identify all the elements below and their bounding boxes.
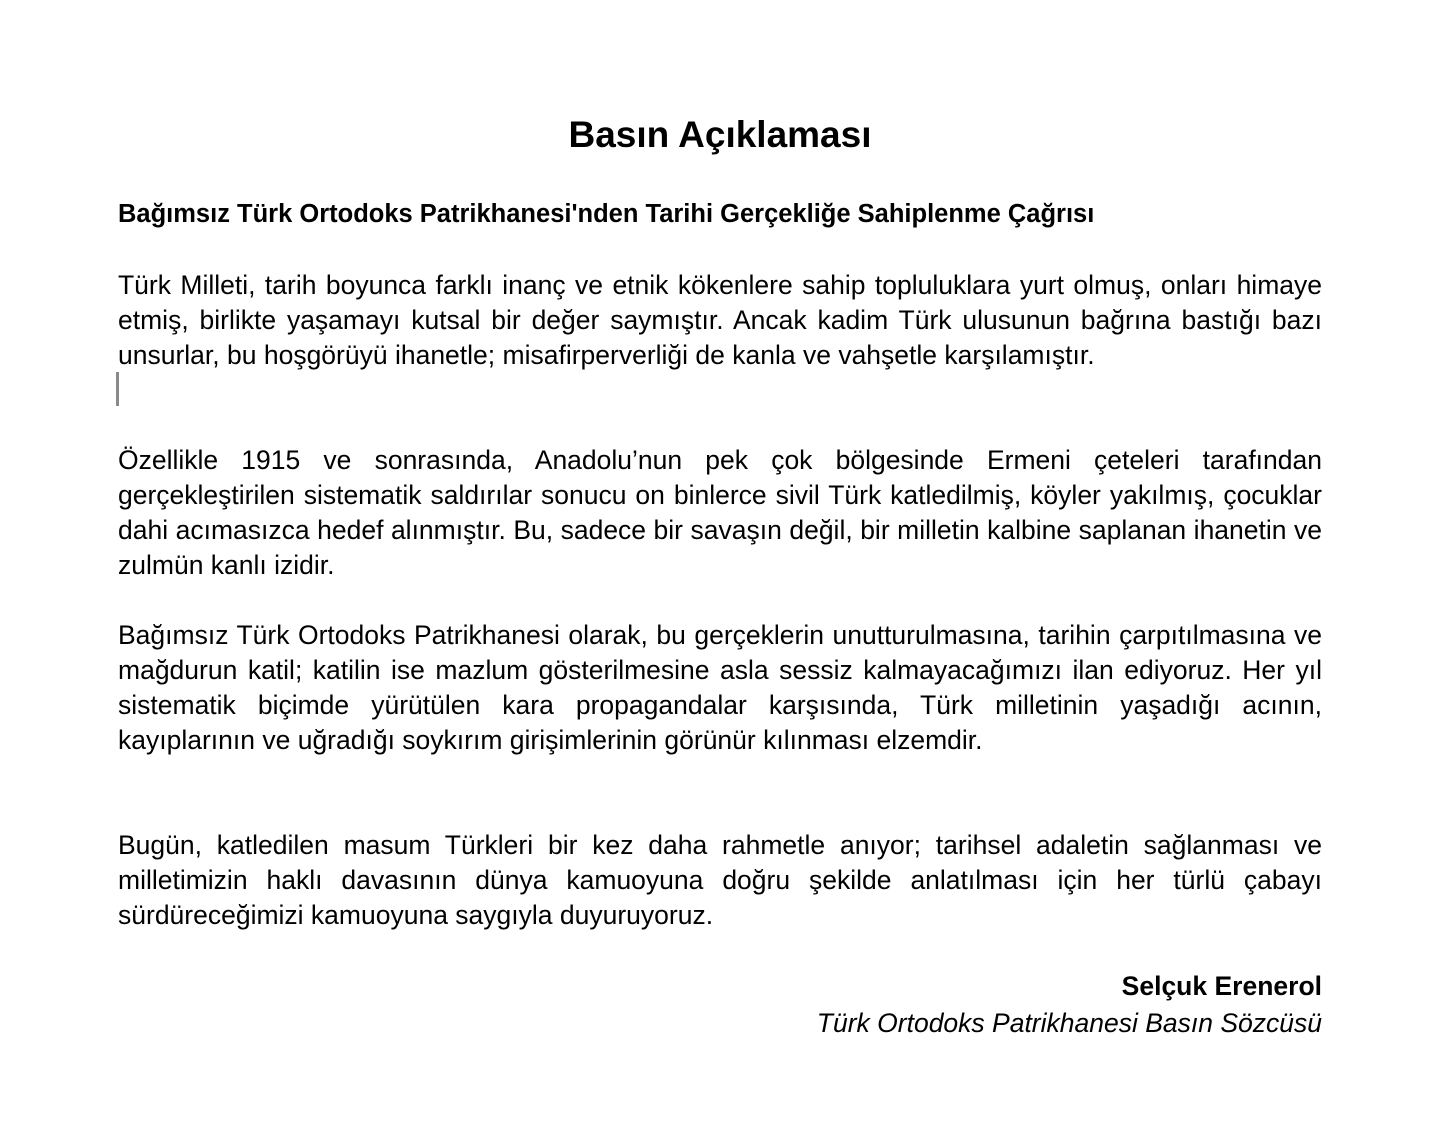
text-cursor-icon xyxy=(116,372,119,406)
paragraph: Özellikle 1915 ve sonrasında, Anadolu’nun pek çok bölgesinde Ermeni çeteleri tarafından gerçekleştirilen sistematik saldırılar sonucu on binlerce sivil Türk katledilmiş, köyler yakılmış, çocuklar dahi acımasızca hedef alınmıştır. Bu, sadece bir savaşın değil, bir milletin kalbine saplanan ihanetin ve zulmün kanlı izidir. xyxy=(118,445,1322,580)
paragraph: Türk Milleti, tarih boyunca farklı inanç ve etnik kökenlere sahip topluluklara yurt olmuş, onları himaye etmiş, birlikte yaşamayı kutsal bir değer saymıştır. Ancak kadim Türk ulusunun bağrına bastığı bazı unsurlar, bu hoşgörüyü ihanetle; misafirperverliği de kanla ve vahşetle karşılamıştır. xyxy=(118,270,1322,370)
signature-name: Selçuk Erenerol xyxy=(1121,971,1322,1001)
signature-role: Türk Ortodoks Patrikhanesi Basın Sözcüsü xyxy=(816,1008,1322,1038)
paragraph: Bağımsız Türk Ortodoks Patrikhanesi olarak, bu gerçeklerin unutturulmasına, tarihin çarpıtılmasına ve mağdurun katil; katilin ise mazlum gösterilmesine asla sessiz kalmayacağımızı ilan ediyoruz. Her yıl sistematik biçimde yürütülen kara propagandalar karşısında, Türk milletinin yaşadığı acının, kayıplarının ve uğradığı soykırım girişimlerinin görünür kılınması elzemdir. xyxy=(118,620,1322,755)
paragraph: Bugün, katledilen masum Türkleri bir kez daha rahmetle anıyor; tarihsel adaletin sağlanması ve milletimizin haklı davasının dünya kamuoyuna doğru şekilde anlatılması için her türlü çabayı sürdüreceğimizi kamuoyuna saygıyla duyuruyoruz. xyxy=(118,830,1322,930)
document-subtitle: Bağımsız Türk Ortodoks Patrikhanesi'nden Tarihi Gerçekliğe Sahiplenme Çağrısı xyxy=(118,200,1095,228)
document-title: Basın Açıklaması xyxy=(568,114,872,155)
